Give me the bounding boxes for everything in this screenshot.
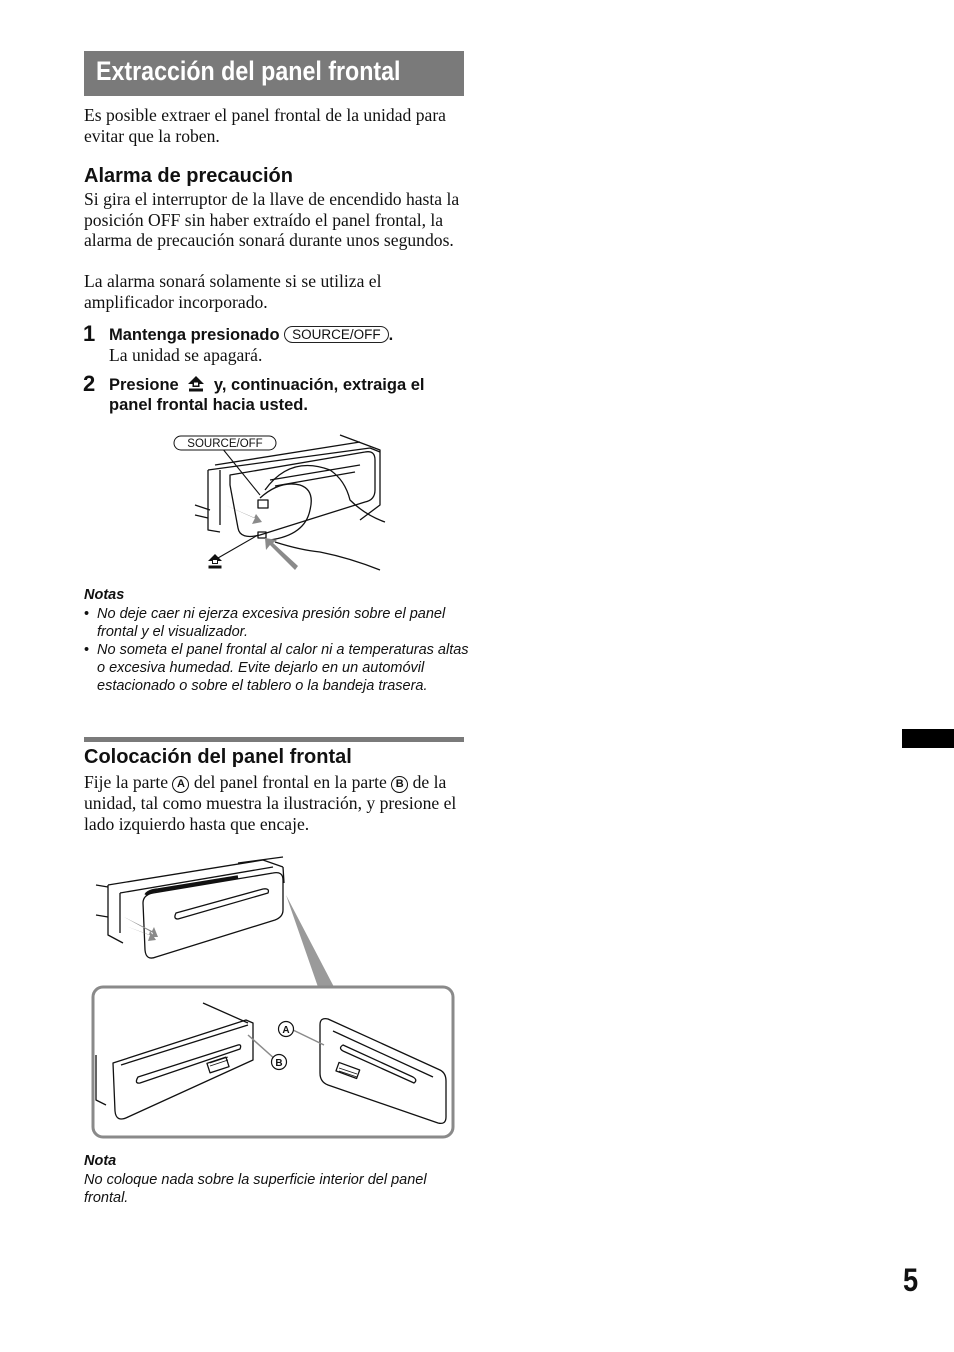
step-2-number: 2 (83, 371, 96, 396)
figure-attach-panel (88, 855, 460, 1145)
language-tab-marker (902, 729, 954, 748)
note-text: No coloque nada sobre la superficie interior del panel frontal. (84, 1172, 427, 1207)
note-item (84, 641, 469, 696)
figure-2-label-b: B (275, 1058, 283, 1069)
source-off-button-label: SOURCE/OFF (284, 326, 389, 343)
attach-text-2: del panel frontal en la parte (193, 772, 387, 792)
section-divider (84, 737, 464, 742)
step-1-end: . (388, 326, 394, 344)
step-2-end: y, continuación, extraiga el panel frontal hacia usted. (109, 376, 425, 414)
figure-1-release-icon (208, 554, 222, 569)
step-2-text: Presione (109, 376, 179, 394)
marker-b: B (391, 776, 408, 793)
step-1-result: La unidad se apagará. (109, 345, 263, 365)
intro-text: Es posible extraer el panel frontal de la unidad para evitar que la roben. (84, 105, 446, 146)
note-item (84, 605, 469, 641)
figure-1-button-label: SOURCE/OFF (187, 438, 263, 450)
notes-heading: Notas (84, 587, 125, 603)
page-number: 5 (903, 1262, 919, 1298)
note-text-2: No someta el panel frontal al calor ni a temperaturas altas o excesiva humedad. Evite dejarlo en un automóvil estacionado o sobre el tablero o la bandeja trasera. (97, 642, 469, 695)
alarm-paragraph-2: La alarma sonará solamente si se utiliza el amplificador incorporado. (84, 271, 382, 312)
step-1-text: Mantenga presionado (109, 326, 280, 344)
attach-paragraph (84, 772, 469, 834)
alarm-heading: Alarma de precaución (84, 165, 293, 187)
step-1-number: 1 (83, 321, 96, 346)
attach-heading: Colocación del panel frontal (84, 746, 352, 768)
step-2-instruction (109, 375, 469, 415)
note-bullet: • (84, 642, 90, 658)
release-icon (187, 375, 205, 393)
page-title: Extracción del panel frontal (96, 56, 401, 86)
step-1-instruction (109, 325, 469, 345)
note-bullet: • (84, 606, 90, 622)
marker-a: A (172, 776, 189, 793)
figure-remove-panel (170, 430, 400, 580)
page-title-bar (84, 51, 464, 96)
attach-text-3: de la unidad, tal como muestra la ilustración, y presione el lado izquierdo hasta que encaje. (84, 772, 457, 834)
note-heading: Nota (84, 1153, 117, 1169)
attach-text-1: Fije la parte (84, 772, 169, 792)
alarm-paragraph-1: Si gira el interruptor de la llave de encendido hasta la posición OFF sin haber extraído el panel frontal, la alarma de precaución sonará durante unos segundos. (84, 189, 460, 250)
note-text-1: No deje caer ni ejerza excesiva presión sobre el panel frontal y el visualizador. (97, 606, 446, 641)
figure-2-label-a: A (282, 1025, 290, 1036)
